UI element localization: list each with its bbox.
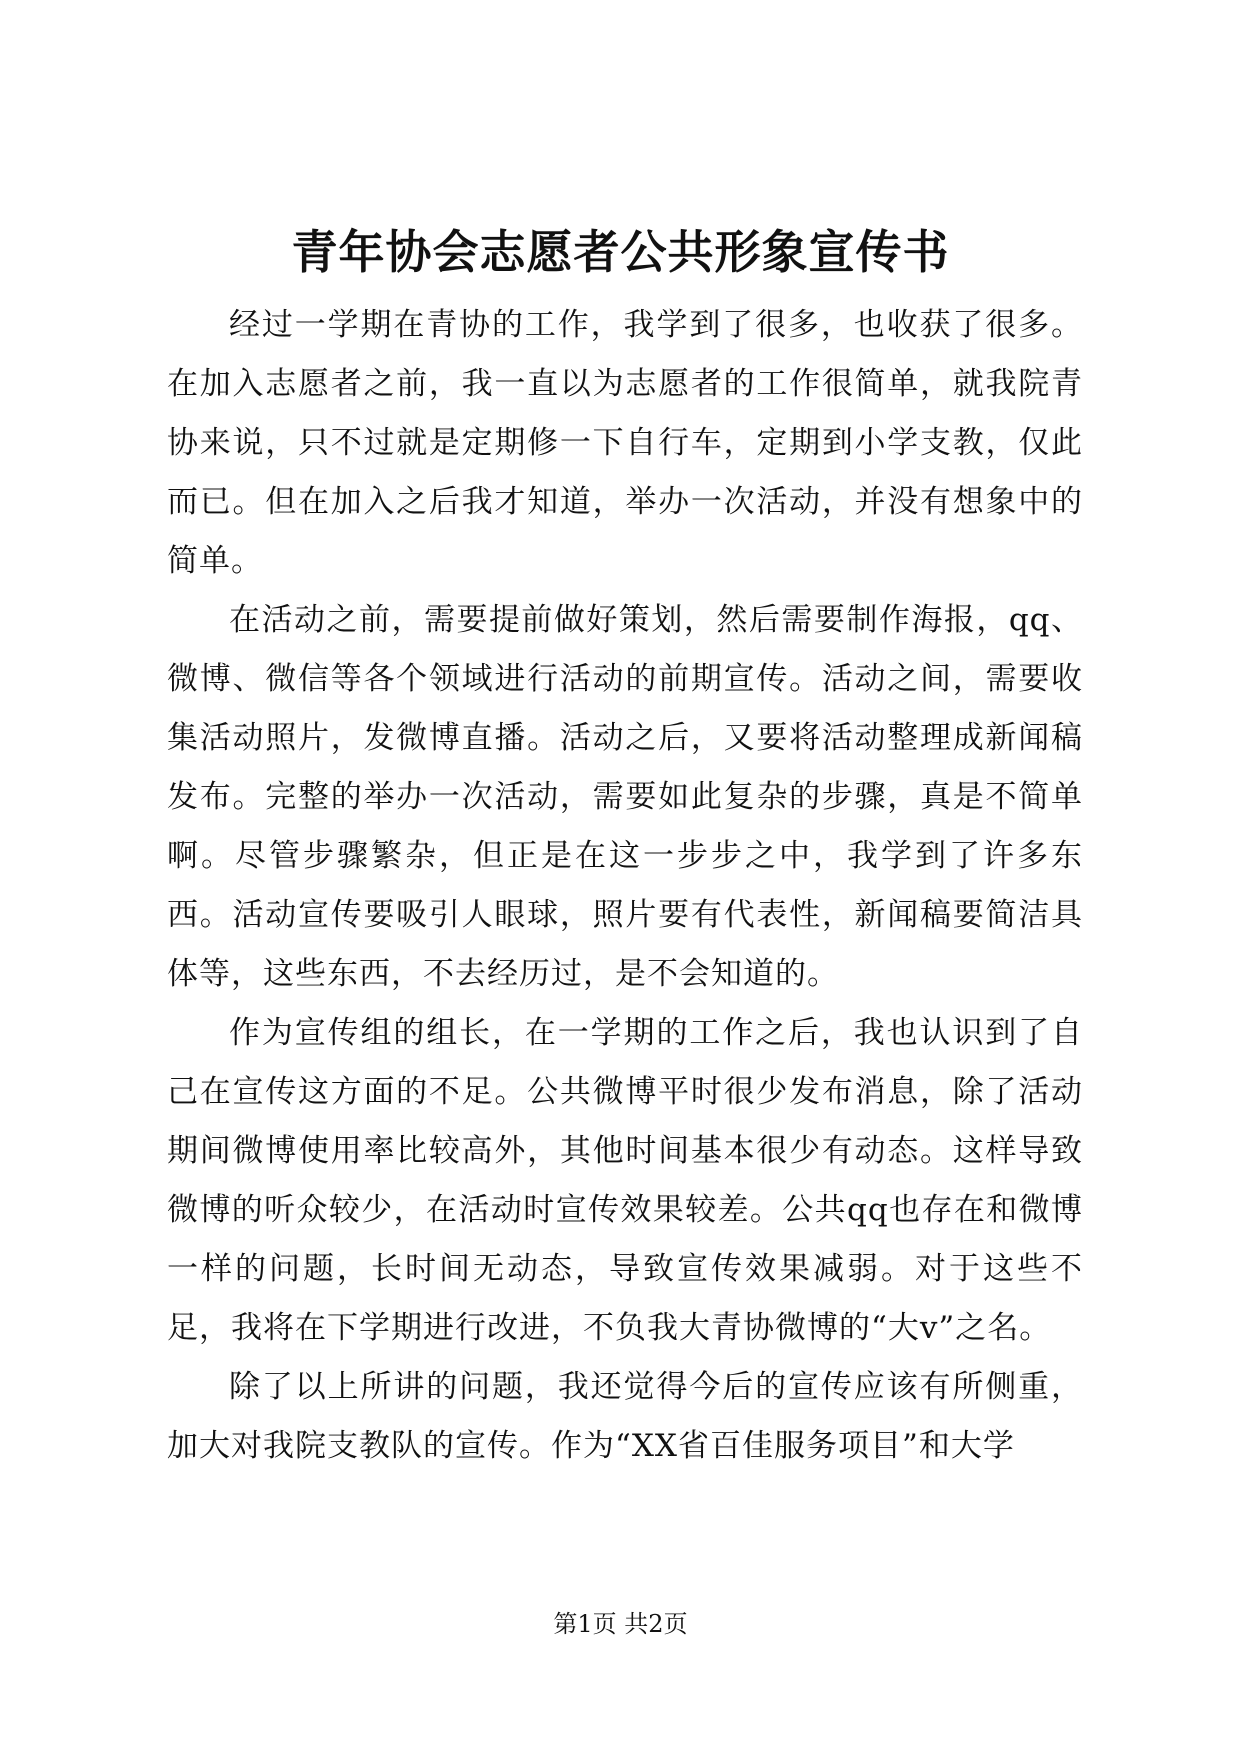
paragraph-3: 作为宣传组的组长，在一学期的工作之后，我也认识到了自己在宣传这方面的不足。公共微博平时很少发布消息，除了活动期间微博使用率比较高外，其他时间基本很少有动态。这样导致微博的听众较少，在活动时宣传效果较差。公共qq也存在和微博一样的问题，长时间无动态，导致宣传效果减弱。对于这些不足，我将在下学期进行改进，不负我大青协微博的“大v”之名。 [167, 1015, 1083, 1346]
paragraph-2: 在活动之前，需要提前做好策划，然后需要制作海报，qq、微博、微信等各个领域进行活动的前期宣传。活动之间，需要收集活动照片，发微博直播。活动之后，又要将活动整理成新闻稿发布。完整的举办一次活动，需要如此复杂的步骤，真是不简单啊。尽管步骤繁杂，但正是在这一步步之中，我学到了许多东西。活动宣传要吸引人眼球，照片要有代表性，新闻稿要简洁具体等，这些东西，不去经历过，是不会知道的。 [167, 602, 1083, 992]
page-number-footer: 第1页 共2页 [553, 1610, 688, 1638]
document-body [167, 296, 1083, 1476]
paragraph-4: 除了以上所讲的问题，我还觉得今后的宣传应该有所侧重，加大对我院支教队的宣传。作为“XX省百佳服务项目”和大学 [167, 1369, 1083, 1464]
document-title: 青年协会志愿者公共形象宣传书 [291, 225, 950, 279]
paragraph-1: 经过一学期在青协的工作，我学到了很多，也收获了很多。在加入志愿者之前，我一直以为志愿者的工作很简单，就我院青协来说，只不过就是定期修一下自行车，定期到小学支教，仅此而已。但在加入之后我才知道，举办一次活动，并没有想象中的简单。 [167, 307, 1083, 579]
